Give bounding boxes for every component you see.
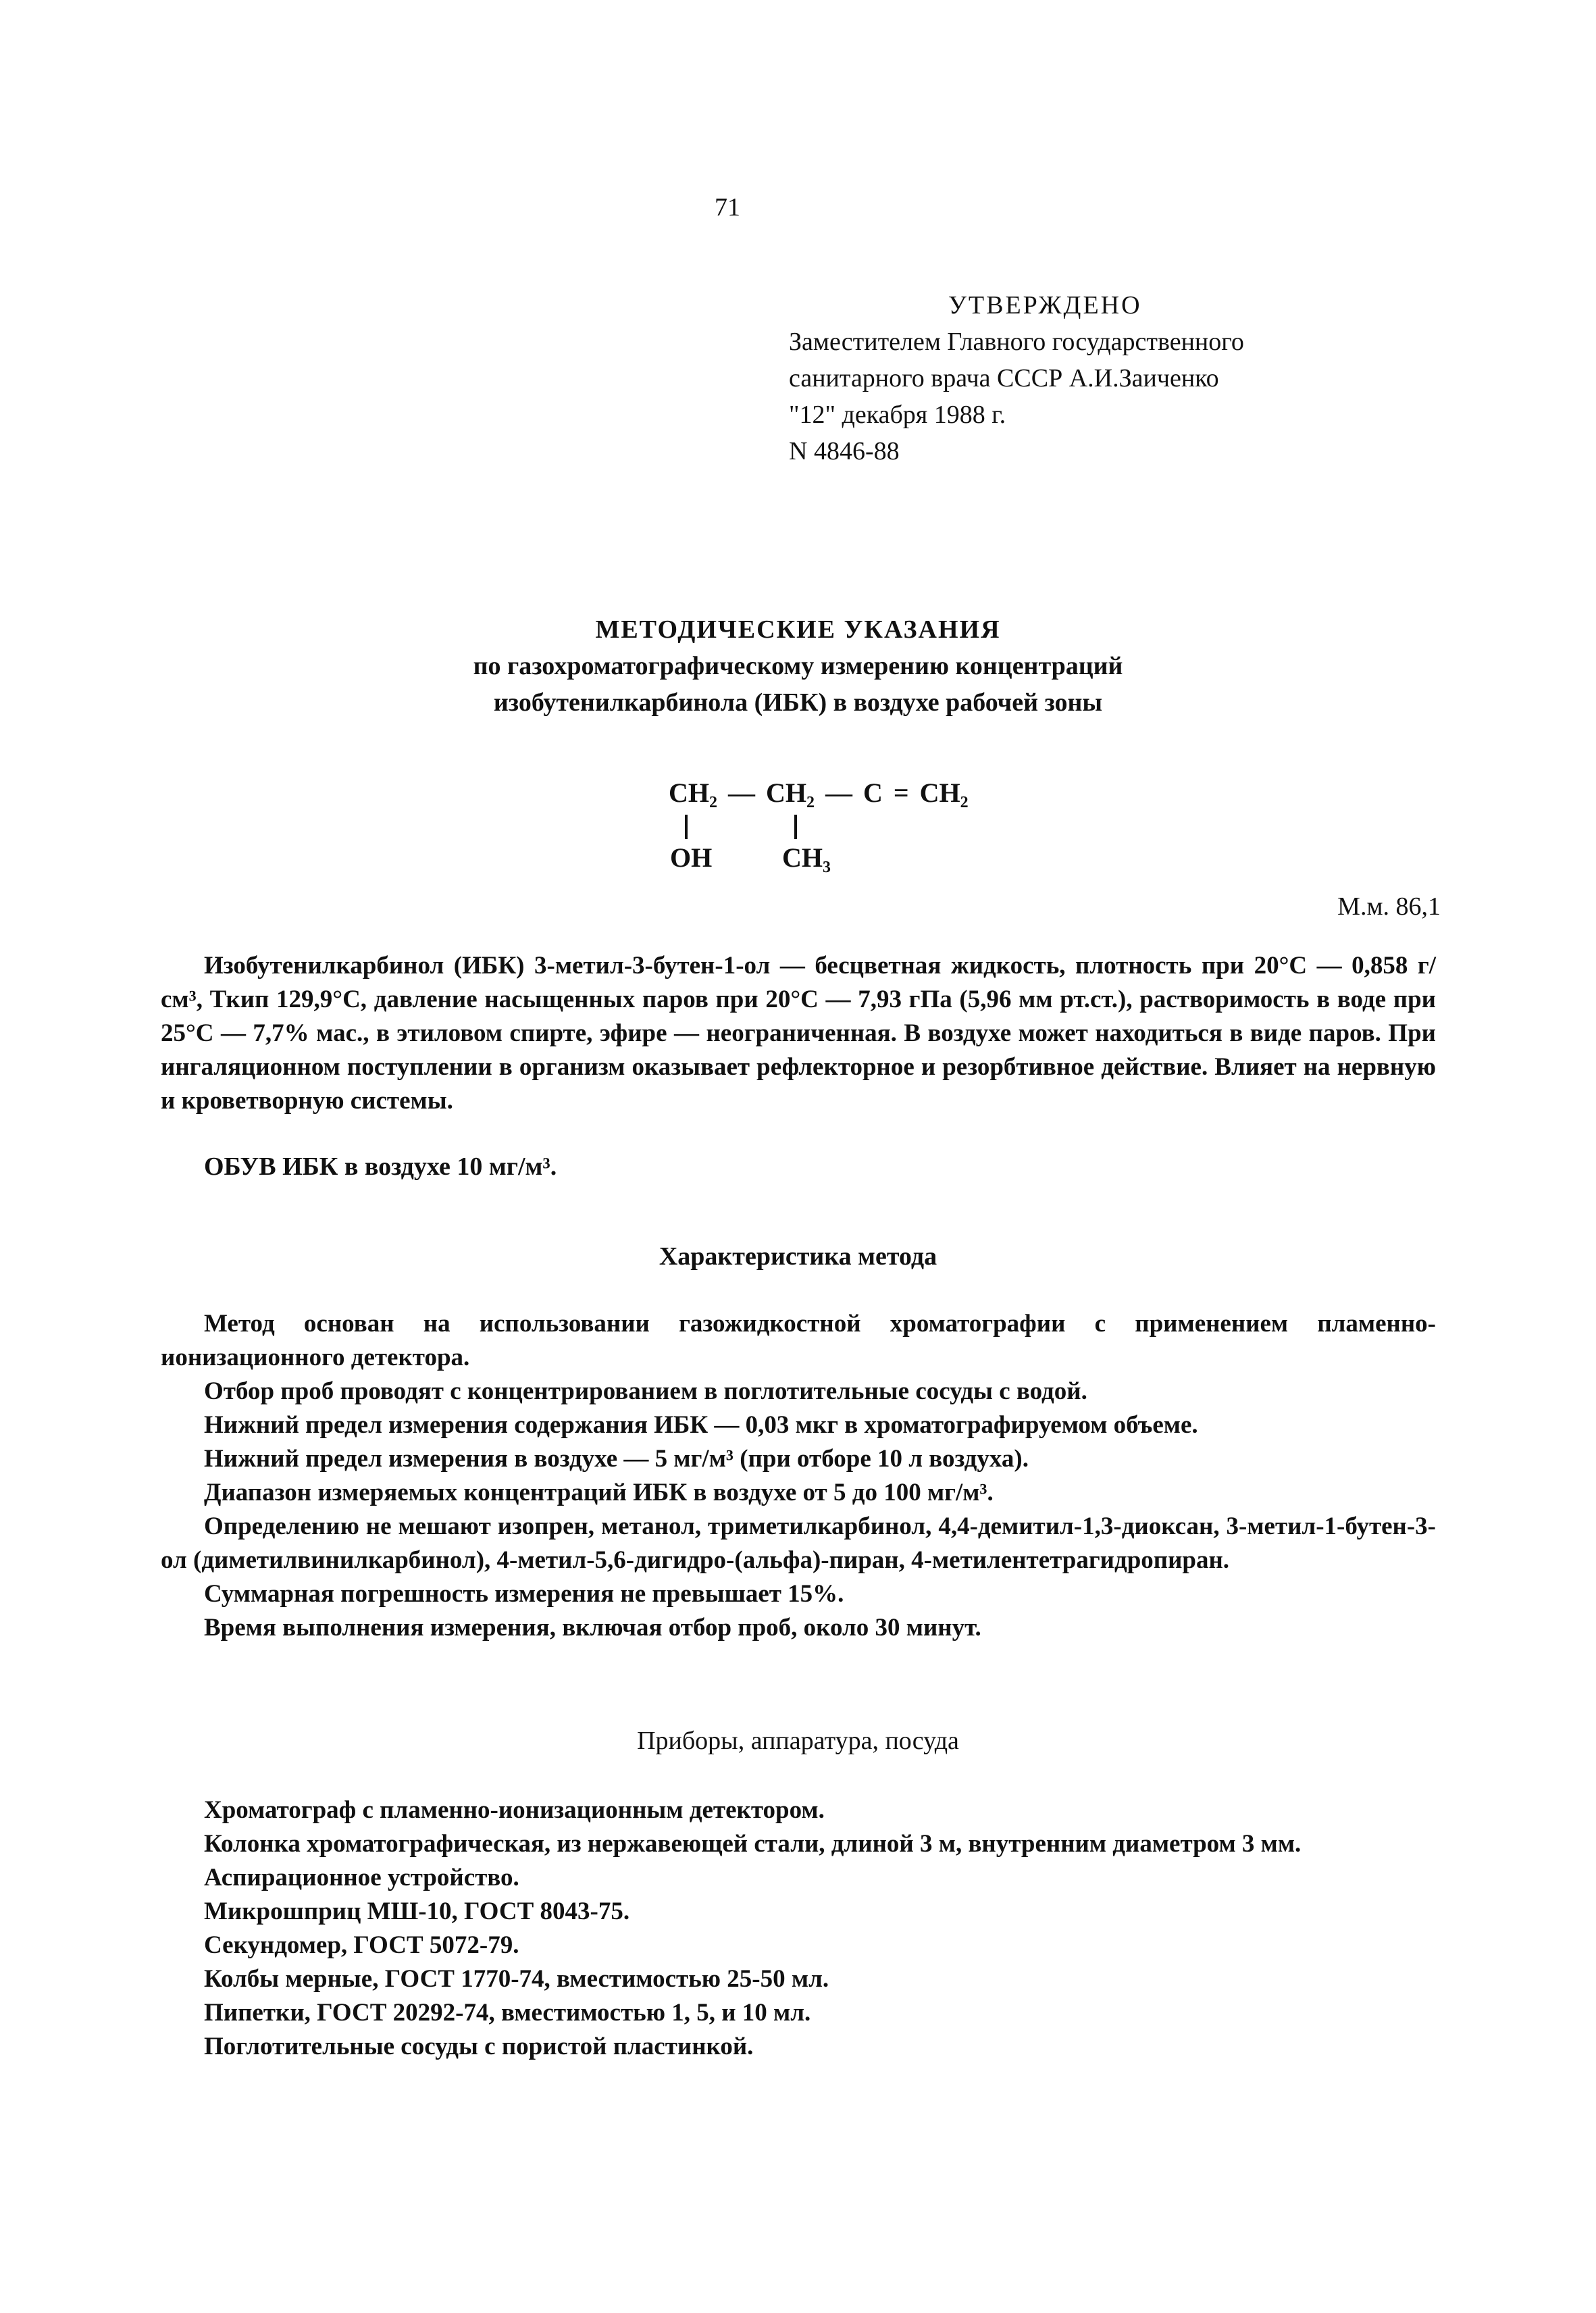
formula-main-chain: CH₂ — CH₂ — C = CH₂ xyxy=(669,778,969,808)
molecular-mass: М.м. 86,1 xyxy=(1337,892,1441,921)
approval-number: N 4846-88 xyxy=(789,437,900,465)
device-item: Колбы мерные, ГОСТ 1770-74, вместимостью 25-50 мл. xyxy=(204,1965,829,1993)
device-item: Колонка хроматографическая, из нержавеющей стали, длиной 3 м, внутренним диаметром 3 мм. xyxy=(204,1830,1302,1858)
method-paragraph: Метод основан на использовании газожидкостной хроматографии с применением пламенно-ионизационного детектора. xyxy=(161,1310,1436,1371)
method-paragraph: Нижний предел измерения содержания ИБК — 0,03 мкг в хроматографируемом объеме. xyxy=(204,1411,1198,1439)
description-text: Изобутенилкарбинол (ИБК) 3-метил-3-бутен-1-ол — бесцветная жидкость, плотность при 20°С — 0,858 г/см³, Ткип 129,9°С, давление насыщенных паров при 20°С — 7,93 гПа (5,96 мм рт.ст.), растворимость в воде при 25°С — 7,7% мас., в этиловом спирте, эфире — неограниченная. В воздухе может находиться в виде паров. При ингаляционном поступлении в организм оказывает рефлекторное и резорбтивное действие. Влияет на нервную и кроветворную системы. xyxy=(161,952,1436,1115)
structural-formula xyxy=(669,777,1047,885)
formula-hydroxyl: OH xyxy=(670,842,713,873)
approval-line: Заместителем Главного государственного xyxy=(789,328,1244,356)
method-paragraph: Нижний предел измерения в воздухе — 5 мг/м³ (при отборе 10 л воздуха). xyxy=(204,1445,1029,1473)
method-paragraph: Определению не мешают изопрен, метанол, триметилкарбинол, 4,4-демитил-1,3-диоксан, 3-метил-1-бутен-3-ол (диметилвинилкарбинол), 4-метил-5,6-дигидро-(альфа)-пиран, 4-метилентетрагидропиран. xyxy=(161,1513,1436,1574)
approval-date: "12" декабря 1988 г. xyxy=(789,401,1006,429)
device-item: Аспирационное устройство. xyxy=(204,1864,519,1891)
device-item: Хроматограф с пламенно-ионизационным детектором. xyxy=(204,1796,825,1824)
formula-bond xyxy=(685,815,688,839)
title-subtitle: по газохроматографическому измерению концентраций xyxy=(473,652,1123,680)
approval-line: санитарного врача СССР А.И.Заиченко xyxy=(789,364,1219,392)
method-heading: Характеристика метода xyxy=(659,1242,937,1271)
description-paragraph xyxy=(161,949,1436,1118)
document-title xyxy=(0,611,1596,721)
approval-block xyxy=(789,287,1244,469)
device-item: Микрошприц МШ-10, ГОСТ 8043-75. xyxy=(204,1898,630,1925)
approval-title: УТВЕРЖДЕНО xyxy=(948,291,1142,320)
device-item: Секундомер, ГОСТ 5072-79. xyxy=(204,1931,519,1959)
obuv-line: ОБУВ ИБК в воздухе 10 мг/м³. xyxy=(204,1152,557,1181)
devices-section xyxy=(161,1794,1436,2064)
devices-heading: Приборы, аппаратура, посуда xyxy=(637,1727,959,1755)
device-item: Поглотительные сосуды с пористой пластинкой. xyxy=(204,2033,754,2060)
title-subtitle: изобутенилкарбинола (ИБК) в воздухе рабочей зоны xyxy=(493,688,1103,717)
method-paragraph: Диапазон измеряемых концентраций ИБК в воздухе от 5 до 100 мг/м³. xyxy=(204,1479,994,1506)
method-section xyxy=(161,1307,1436,1645)
method-paragraph: Суммарная погрешность измерения не превышает 15%. xyxy=(204,1580,844,1608)
method-paragraph: Время выполнения измерения, включая отбор проб, около 30 минут. xyxy=(204,1614,981,1642)
formula-methyl: CH₃ xyxy=(782,842,831,873)
device-item: Пипетки, ГОСТ 20292-74, вместимостью 1, 5, и 10 мл. xyxy=(204,1999,811,2027)
method-paragraph: Отбор проб проводят с концентрированием в поглотительные сосуды с водой. xyxy=(204,1377,1087,1405)
title-main: МЕТОДИЧЕСКИЕ УКАЗАНИЯ xyxy=(595,615,1001,644)
formula-bond xyxy=(794,815,797,839)
page-number: 71 xyxy=(715,193,740,222)
